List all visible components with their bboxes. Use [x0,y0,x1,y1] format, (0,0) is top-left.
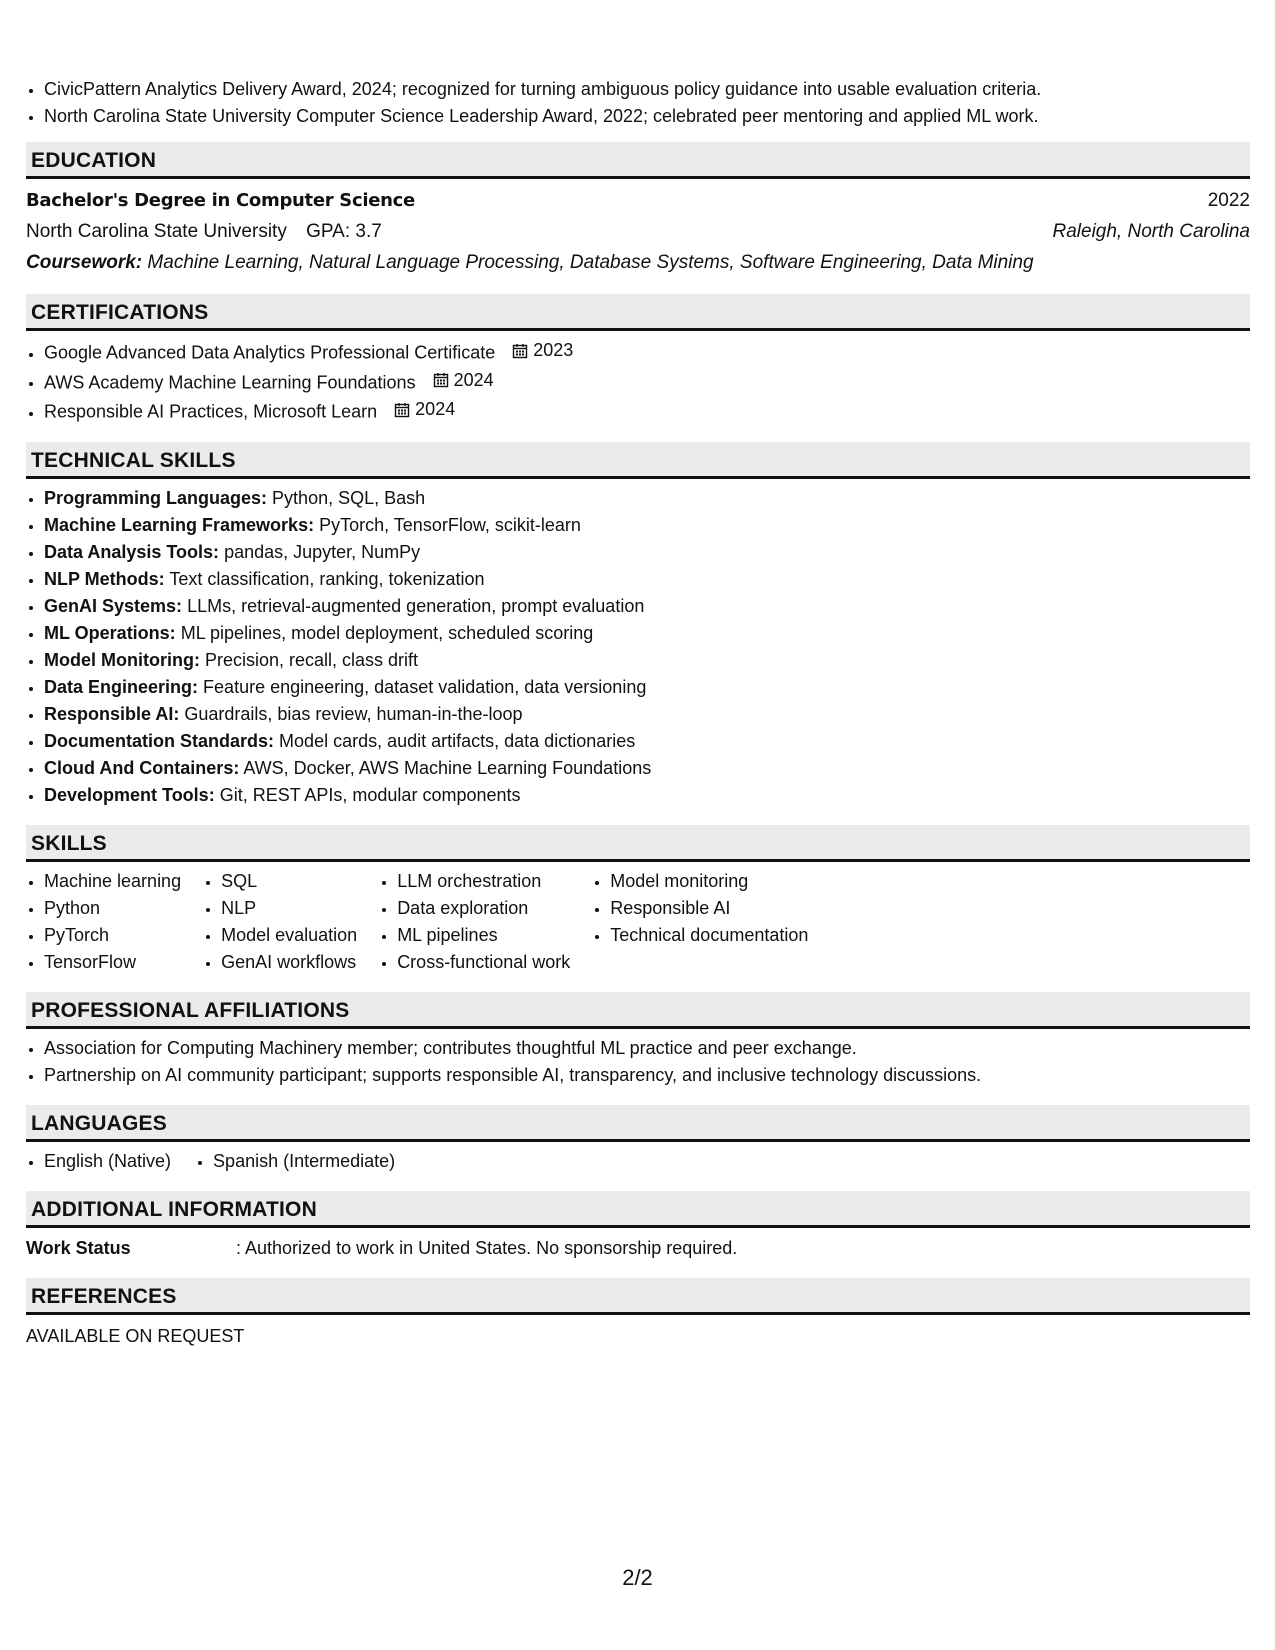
section-title-references: REFERENCES [26,1278,1250,1315]
section-title-affiliations: PROFESSIONAL AFFILIATIONS [26,992,1250,1029]
skill-category: Data Analysis Tools: [44,541,220,562]
skills-column [592,868,808,976]
skill-category: Documentation Standards: [44,730,275,751]
skill-item: • Cross-functional work [397,949,570,976]
affiliations-list [26,1035,1250,1089]
languages-section [26,1105,1250,1175]
technical-skill-item [44,620,1250,647]
skills-column [26,868,181,976]
skill-category: Machine Learning Frameworks: [44,514,315,535]
certification-name: Responsible AI Practices, Microsoft Learn [44,401,378,422]
language-item: • English (Native) [44,1148,171,1175]
skill-item: • PyTorch [44,922,181,949]
references-text: AVAILABLE ON REQUEST [26,1325,245,1346]
skill-values: LLMs, retrieval-augmented generation, prompt evaluation [187,595,645,616]
certification-year: 2024 [453,369,494,390]
additional-info-section [26,1191,1250,1262]
certifications-list [26,337,1250,426]
languages-row [26,1148,1250,1175]
affiliation-item: • Partnership on AI community participant; supports responsible AI, transparency, and inclusive technology discussions. [44,1062,1250,1089]
awards-list [26,76,1250,130]
skill-item: • SQL [221,868,357,895]
skill-item: • Model monitoring [610,868,808,895]
section-title-technical-skills: TECHNICAL SKILLS [26,442,1250,479]
skill-values: PyTorch, TensorFlow, scikit-learn [319,514,581,535]
skill-values: Feature engineering, dataset validation, data versioning [203,676,647,697]
school-location: Raleigh, North Carolina [1052,221,1250,242]
section-title-certifications: CERTIFICATIONS [26,294,1250,331]
section-title-additional-info: ADDITIONAL INFORMATION [26,1191,1250,1228]
skill-item: • GenAI workflows [221,949,357,976]
education-section [26,142,1250,278]
technical-skill-item [44,674,1250,701]
skill-item: • LLM orchestration [397,868,570,895]
technical-skill-item [44,593,1250,620]
technical-skills-list [26,485,1250,809]
skills-column [379,868,570,976]
skill-values: Python, SQL, Bash [272,487,426,508]
skill-item: • ML pipelines [397,922,570,949]
skill-category: Cloud And Containers: [44,757,240,778]
skill-values: Guardrails, bias review, human-in-the-loop [184,703,523,724]
language-item: • Spanish (Intermediate) [213,1148,395,1175]
award-item: • North Carolina State University Computer Science Leadership Award, 2022; celebrated peer mentoring and applied ML work. [44,103,1250,130]
skill-category: Responsible AI: [44,703,180,724]
gpa: GPA: 3.7 [306,221,382,242]
certifications-section [26,294,1250,426]
work-status-value: : Authorized to work in United States. No sponsorship required. [236,1237,738,1258]
calendar-icon [512,343,528,359]
calendar-icon [394,402,410,418]
skill-item: • Responsible AI [610,895,808,922]
skill-values: AWS, Docker, AWS Machine Learning Foundations [243,757,652,778]
certification-item [44,396,1250,426]
skill-item: • Python [44,895,181,922]
calendar-icon [433,372,449,388]
skill-item: • Machine learning [44,868,181,895]
coursework [26,247,1250,278]
work-status-label: Work Status [26,1237,131,1258]
skill-item: • NLP [221,895,357,922]
graduation-year: 2022 [1207,190,1250,211]
certification-item [44,337,1250,367]
award-item: • CivicPattern Analytics Delivery Award, 2024; recognized for turning ambiguous policy guidance into usable evaluation criteria. [44,76,1250,103]
technical-skill-item [44,566,1250,593]
skills-grid [26,868,1250,976]
certification-name: Google Advanced Data Analytics Professional Certificate [44,342,496,363]
skill-category: Programming Languages: [44,487,268,508]
certification-year: 2023 [533,340,574,360]
degree-row [26,185,1250,216]
technical-skill-item [44,512,1250,539]
technical-skill-item [44,755,1250,782]
skill-values: Text classification, ranking, tokenization [169,568,485,589]
section-title-skills: SKILLS [26,825,1250,862]
degree-name: Bachelor's Degree in Computer Science [26,190,415,211]
page-number: 2/2 [622,1565,653,1590]
work-status-row [26,1234,1250,1262]
skill-category: ML Operations: [44,622,176,643]
certification-year: 2024 [415,399,456,419]
technical-skill-item [44,701,1250,728]
skill-category: Model Monitoring: [44,649,200,670]
technical-skills-section [26,442,1250,809]
technical-skill-item [44,647,1250,674]
certification-item [44,367,1250,397]
school-row [26,216,1250,247]
school-name: North Carolina State University [26,221,287,242]
skill-category: Data Engineering: [44,676,199,697]
skill-values: pandas, Jupyter, NumPy [224,541,421,562]
technical-skill-item [44,539,1250,566]
skill-item: • Data exploration [397,895,570,922]
skill-item: • Technical documentation [610,922,808,949]
section-title-languages: LANGUAGES [26,1105,1250,1142]
skill-values: Model cards, audit artifacts, data dictionaries [279,730,636,751]
certification-name: AWS Academy Machine Learning Foundations [44,372,416,392]
affiliations-section [26,992,1250,1089]
skill-category: Development Tools: [44,784,215,805]
skill-values: ML pipelines, model deployment, scheduled scoring [180,622,594,643]
technical-skill-item [44,485,1250,512]
skill-values: Precision, recall, class drift [204,649,419,670]
skill-item: • TensorFlow [44,949,181,976]
resume-page [26,76,1250,1367]
coursework-list: Machine Learning, Natural Language Processing, Database Systems, Software Engineering, Data Mining [147,252,1034,273]
skill-item: • Model evaluation [221,922,357,949]
coursework-label: Coursework: [26,252,143,273]
technical-skill-item [44,782,1250,809]
technical-skill-item [44,728,1250,755]
section-title-education: EDUCATION [26,142,1250,179]
skills-column [203,868,357,976]
affiliation-item: • Association for Computing Machinery member; contributes thoughtful ML practice and peer exchange. [44,1035,1250,1062]
skill-category: GenAI Systems: [44,595,183,616]
references-section [26,1278,1250,1351]
skill-category: NLP Methods: [44,568,165,589]
skills-section [26,825,1250,976]
skill-values: Git, REST APIs, modular components [219,784,521,805]
